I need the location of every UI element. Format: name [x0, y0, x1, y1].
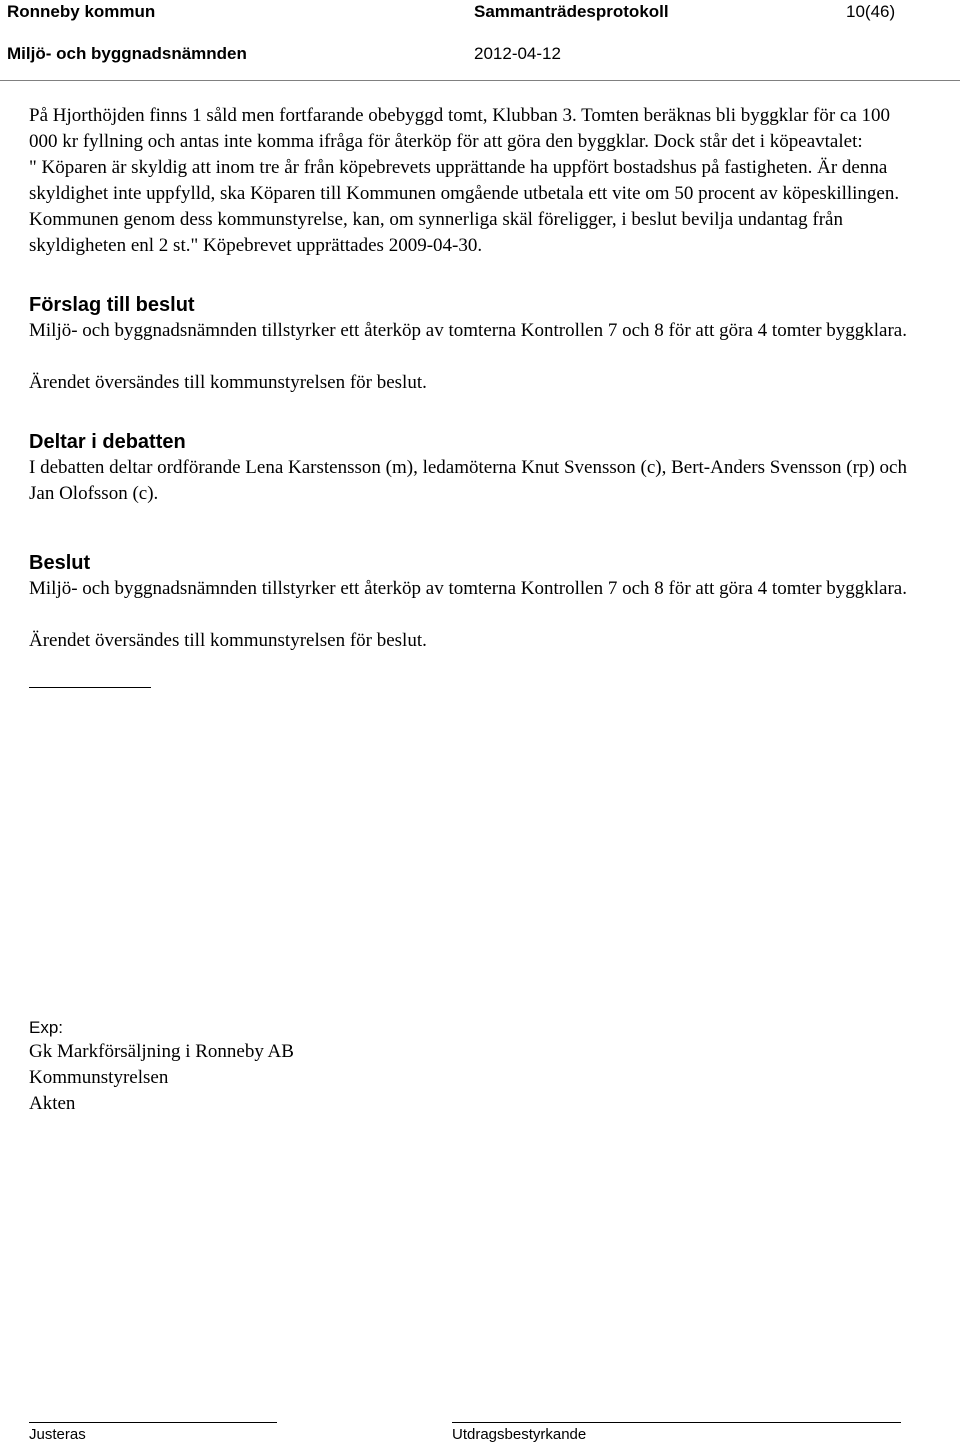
contract-quote-continued: Kommunen genom dess kommunstyrelse, kan, om synnerliga skäl föreligger, i beslut bevilja undantag från skyldigheten enl 2 st." Köpebrevet upprättades 2009-04-30. [29, 209, 843, 256]
decision-heading: Beslut [29, 552, 91, 574]
decision-referral: Ärendet översändes till kommunstyrelsen för beslut. [29, 630, 427, 651]
debate-participants: I debatten deltar ordförande Lena Karstensson (m), ledamöterna Knut Svensson (c), Bert-Anders Svensson (rp) och Jan Olofsson (c). [29, 457, 907, 504]
document-type: Sammanträdesprotokoll [474, 2, 669, 21]
expedition-recipient: Akten [29, 1093, 76, 1114]
expedition-recipient: Kommunstyrelsen [29, 1067, 169, 1088]
intro-paragraph: På Hjorthöjden finns 1 såld men fortfarande obebyggd tomt, Klubban 3. Tomten beräknas bli byggklar för ca 100 000 kr fyllning och antas inte komma ifråga för återköp för att göra den byggklar. Dock står det i köpeavtalet: [29, 105, 891, 152]
header-divider [0, 80, 960, 81]
utdragsbestyrkande-label: Utdragsbestyrkande [452, 1426, 587, 1443]
justeras-signature-line [29, 1422, 277, 1423]
proposal-heading: Förslag till beslut [29, 294, 195, 316]
committee-name: Miljö- och byggnadsnämnden [7, 44, 247, 63]
proposal-referral: Ärendet översändes till kommunstyrelsen för beslut. [29, 372, 427, 393]
expedition-recipient: Gk Markförsäljning i Ronneby AB [29, 1041, 294, 1062]
debate-heading: Deltar i debatten [29, 431, 186, 453]
document-body [29, 103, 909, 688]
justeras-label: Justeras [29, 1426, 86, 1443]
proposal-text: Miljö- och byggnadsnämnden tillstyrker ett återköp av tomterna Kontrollen 7 och 8 för att göra 4 tomter byggklara. [29, 320, 907, 341]
meeting-date: 2012-04-12 [474, 44, 561, 63]
utdragsbestyrkande-signature-line [452, 1422, 901, 1423]
contract-quote: " Köparen är skyldig att inom tre år från köpebrevets upprättande ha uppfört bostadshus på fastigheten. Är denna skyldighet inte uppfylld, ska Köparen till Kommunen omgående utbetala ett vite om 50 procent av köpeskillingen. [29, 157, 900, 204]
decision-text: Miljö- och byggnadsnämnden tillstyrker ett återköp av tomterna Kontrollen 7 och 8 för att göra 4 tomter byggklara. [29, 578, 907, 599]
expedition-block [29, 1017, 294, 1117]
organization-name: Ronneby kommun [7, 2, 156, 21]
section-end-rule [29, 687, 151, 688]
page-number: 10(46) [846, 2, 896, 21]
expedition-label: Exp: [29, 1018, 64, 1037]
